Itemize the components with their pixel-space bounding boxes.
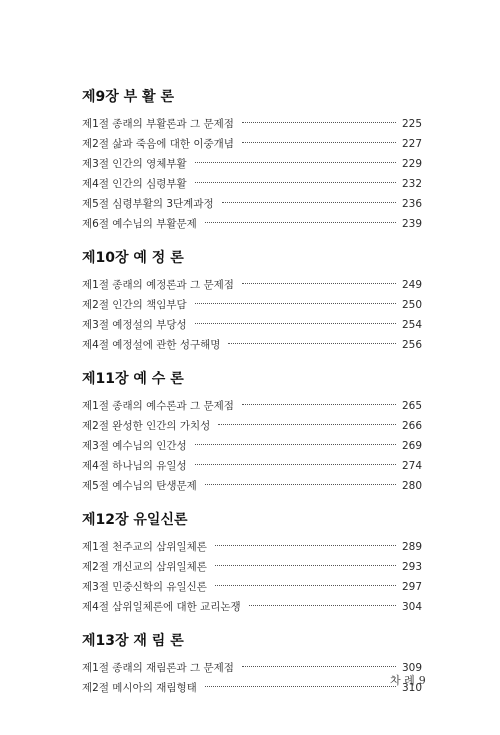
entry-page-number: 232 bbox=[401, 178, 422, 190]
entry-label: 제6절 예수님의 부활문제 bbox=[82, 218, 197, 230]
entry-page-number: 266 bbox=[401, 420, 422, 432]
chapter-title: 제12장 유일신론 bbox=[82, 512, 188, 528]
dot-leader bbox=[242, 122, 396, 123]
chapter-section bbox=[82, 249, 422, 355]
entry-label: 제1절 종래의 부활론과 그 문제점 bbox=[82, 118, 234, 130]
chapter-section bbox=[82, 511, 422, 617]
toc-entry[interactable] bbox=[82, 114, 422, 134]
entry-page-number: 256 bbox=[401, 339, 422, 351]
page-footer bbox=[390, 674, 426, 688]
toc-entry[interactable] bbox=[82, 537, 422, 557]
entry-page-number: 310 bbox=[401, 682, 422, 694]
entry-label: 제3절 민중신학의 유일신론 bbox=[82, 581, 207, 593]
chapter-section bbox=[82, 88, 422, 234]
entry-label: 제2절 삶과 죽음에 대한 이중개념 bbox=[82, 138, 234, 150]
entry-label: 제3절 예수님의 인간성 bbox=[82, 440, 187, 452]
dot-leader bbox=[195, 162, 396, 163]
toc-entry[interactable] bbox=[82, 456, 422, 476]
entry-label: 제1절 천주교의 삼위일체론 bbox=[82, 541, 207, 553]
dot-leader bbox=[195, 323, 396, 324]
toc-entry[interactable] bbox=[82, 214, 422, 234]
entry-page-number: 239 bbox=[401, 218, 422, 230]
toc-entry[interactable] bbox=[82, 678, 422, 698]
entry-page-number: 249 bbox=[401, 279, 422, 291]
toc-entry[interactable] bbox=[82, 577, 422, 597]
toc-entry[interactable] bbox=[82, 174, 422, 194]
toc-entry[interactable] bbox=[82, 335, 422, 355]
entry-page-number: 280 bbox=[401, 480, 422, 492]
entry-label: 제2절 완성한 인간의 가치성 bbox=[82, 420, 211, 432]
toc-entry[interactable] bbox=[82, 658, 422, 678]
dot-leader bbox=[195, 464, 396, 465]
dot-leader bbox=[205, 686, 396, 687]
dot-leader bbox=[242, 666, 396, 667]
entry-label: 제1절 종래의 예정론과 그 문제점 bbox=[82, 279, 234, 291]
entry-label: 제4절 삼위일체론에 대한 교리논쟁 bbox=[82, 601, 241, 613]
toc-entry[interactable] bbox=[82, 194, 422, 214]
dot-leader bbox=[215, 565, 396, 566]
dot-leader bbox=[195, 444, 396, 445]
dot-leader bbox=[242, 142, 396, 143]
chapter-section bbox=[82, 370, 422, 496]
entry-label: 제2절 개신교의 삼위일체론 bbox=[82, 561, 207, 573]
entry-page-number: 229 bbox=[401, 158, 422, 170]
entry-page-number: 293 bbox=[401, 561, 422, 573]
chapter-title: 제13장 재 림 론 bbox=[82, 633, 184, 649]
entry-page-number: 289 bbox=[401, 541, 422, 553]
dot-leader bbox=[249, 605, 396, 606]
chapter-title: 제11장 예 수 론 bbox=[82, 371, 184, 387]
footer-page-number: 9 bbox=[418, 674, 426, 687]
dot-leader bbox=[228, 343, 396, 344]
entry-label: 제3절 예정설의 부당성 bbox=[82, 319, 187, 331]
entry-page-number: 297 bbox=[401, 581, 422, 593]
entry-label: 제2절 메시아의 재림형태 bbox=[82, 682, 197, 694]
entry-page-number: 265 bbox=[401, 400, 422, 412]
entry-page-number: 269 bbox=[401, 440, 422, 452]
chapter-section bbox=[82, 632, 422, 698]
toc-entry[interactable] bbox=[82, 396, 422, 416]
dot-leader bbox=[242, 404, 396, 405]
toc-entry[interactable] bbox=[82, 557, 422, 577]
entry-page-number: 304 bbox=[401, 601, 422, 613]
entry-page-number: 250 bbox=[401, 299, 422, 311]
footer-label: 차 례 bbox=[390, 674, 415, 687]
entry-page-number: 309 bbox=[401, 662, 422, 674]
toc-entry[interactable] bbox=[82, 476, 422, 496]
toc-entry[interactable] bbox=[82, 134, 422, 154]
dot-leader bbox=[195, 182, 396, 183]
entry-page-number: 274 bbox=[401, 460, 422, 472]
table-of-contents bbox=[82, 88, 422, 713]
toc-entry[interactable] bbox=[82, 597, 422, 617]
dot-leader bbox=[195, 303, 396, 304]
dot-leader bbox=[205, 222, 396, 223]
dot-leader bbox=[242, 283, 396, 284]
entry-label: 제4절 예정설에 관한 성구해명 bbox=[82, 339, 221, 351]
entry-label: 제3절 인간의 영체부활 bbox=[82, 158, 187, 170]
chapter-title: 제9장 부 활 론 bbox=[82, 89, 174, 105]
toc-entry[interactable] bbox=[82, 416, 422, 436]
toc-entry[interactable] bbox=[82, 315, 422, 335]
entry-label: 제4절 인간의 심령부활 bbox=[82, 178, 187, 190]
dot-leader bbox=[215, 545, 396, 546]
entry-label: 제5절 심령부활의 3단계과정 bbox=[82, 198, 214, 210]
entry-page-number: 225 bbox=[401, 118, 422, 130]
dot-leader bbox=[218, 424, 396, 425]
dot-leader bbox=[215, 585, 396, 586]
entry-page-number: 254 bbox=[401, 319, 422, 331]
entry-label: 제2절 인간의 책임부담 bbox=[82, 299, 187, 311]
entry-label: 제1절 종래의 예수론과 그 문제점 bbox=[82, 400, 234, 412]
toc-entry[interactable] bbox=[82, 436, 422, 456]
toc-entry[interactable] bbox=[82, 295, 422, 315]
entry-page-number: 236 bbox=[401, 198, 422, 210]
toc-entry[interactable] bbox=[82, 154, 422, 174]
entry-page-number: 227 bbox=[401, 138, 422, 150]
entry-label: 제5절 예수님의 탄생문제 bbox=[82, 480, 197, 492]
entry-label: 제1절 종래의 재림론과 그 문제점 bbox=[82, 662, 234, 674]
dot-leader bbox=[222, 202, 396, 203]
toc-entry[interactable] bbox=[82, 275, 422, 295]
chapter-title: 제10장 예 정 론 bbox=[82, 250, 184, 266]
dot-leader bbox=[205, 484, 396, 485]
entry-label: 제4절 하나님의 유일성 bbox=[82, 460, 187, 472]
